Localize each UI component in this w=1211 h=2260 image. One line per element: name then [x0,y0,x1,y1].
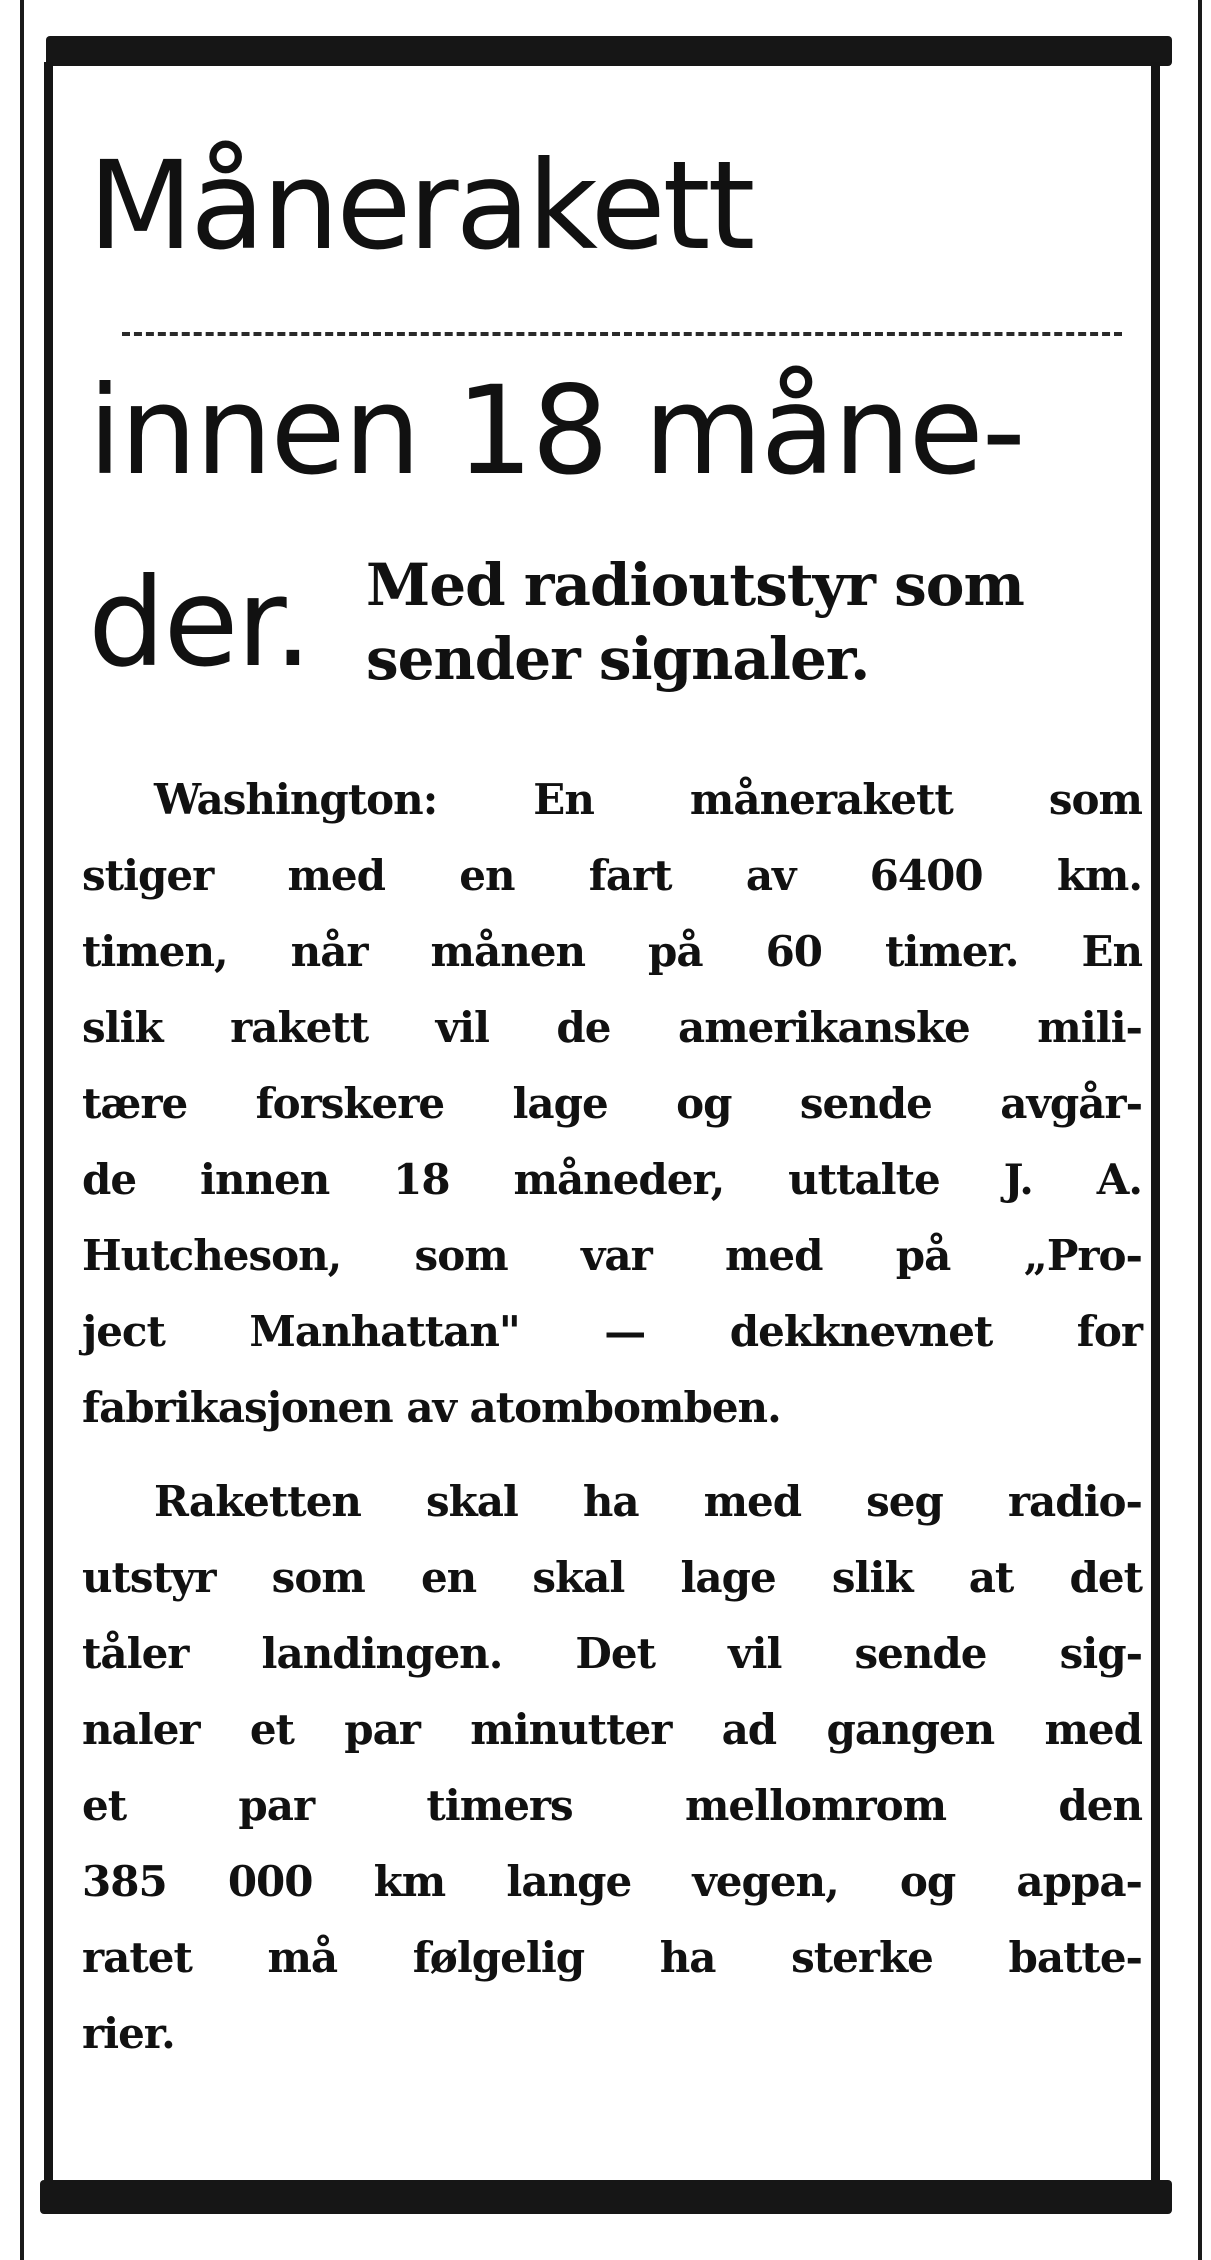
bottom-border-bar [40,2180,1172,2214]
headline-line-2: innen 18 måne- [88,360,1024,502]
body-line: utstyr som en skal lage slik at det [82,1553,1142,1602]
page-edge-right [1198,0,1202,2260]
body-line: slik rakett vil de amerikanske mili- [82,1003,1142,1052]
paragraph-1 [82,762,1142,1446]
body-line: tære forskere lage og sende avgår- [82,1079,1142,1128]
page-edge-left [20,0,24,2260]
headline-rule [122,332,1122,336]
article-body [82,762,1142,2090]
body-line: tåler landingen. Det vil sende sig- [82,1629,1142,1678]
paragraph-2 [82,1464,1142,2072]
body-line: Raketten skal ha med seg radio- [154,1477,1142,1526]
body-line: rier. [82,2009,175,2058]
headline-line-3: der. [88,552,311,694]
body-line: Washington: En månerakett som [154,775,1142,824]
body-line: et par timers mellomrom den [82,1781,1142,1830]
body-line: Hutcheson, som var med på „Pro- [82,1231,1142,1280]
body-line: naler et par minutter ad gangen med [82,1705,1142,1754]
body-line: stiger med en fart av 6400 km. [82,851,1142,900]
body-line: 385 000 km lange vegen, og appa- [82,1857,1142,1906]
body-line: de innen 18 måneder, uttalte J. A. [82,1155,1142,1204]
body-line: ject Manhattan" — dekknevnet for [82,1307,1142,1356]
subheadline-line-2: sender signaler. [366,625,870,693]
subheadline [366,548,1156,696]
headline-line-1: Månerakett [88,135,753,277]
body-line: ratet må følgelig ha sterke batte- [82,1933,1142,1982]
body-line: fabrikasjonen av atombomben. [82,1383,781,1432]
subheadline-line-1: Med radioutstyr som [366,551,1024,619]
body-line: timen, når månen på 60 timer. En [82,927,1142,976]
